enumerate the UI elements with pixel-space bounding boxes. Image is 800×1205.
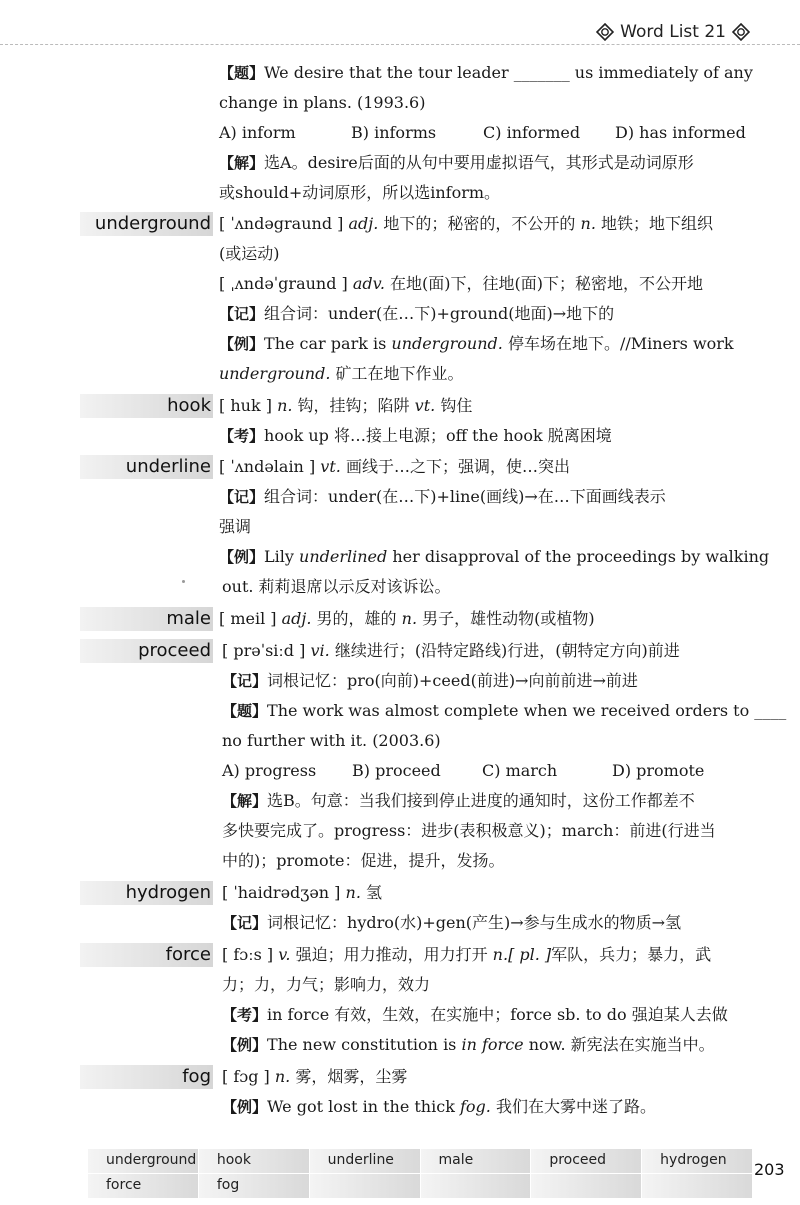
option-c: C) informed	[483, 123, 581, 142]
option-d: D) promote	[612, 761, 705, 780]
example-line: 【例】The car park is underground. 停车场在地下。//Miners work	[219, 334, 734, 353]
memory-line: 【记】组合词：under(在…下)+ground(地面)→地下的	[219, 304, 615, 323]
definition-line: [ ˈʌndəlain ] vt. 画线于…之下；强调，使…突出	[219, 457, 570, 476]
definition-line: [ fɔg ] n. 雾，烟雾，尘雾	[222, 1067, 408, 1086]
definition-line: [ prəˈsiːd ] vi. 继续进行；(沿特定路线)行进，(朝特定方向)前进	[222, 641, 680, 660]
running-header	[596, 20, 750, 44]
answer-line: 【解】选A。desire后面的从句中要用虚拟语气，其形式是动词原形	[219, 153, 694, 172]
answer-line: 中的)；promote：促进，提升，发扬。	[222, 851, 505, 870]
index-item: underground	[88, 1149, 198, 1173]
index-empty	[421, 1174, 531, 1198]
index-item: force	[88, 1174, 198, 1198]
index-empty	[642, 1174, 752, 1198]
headword-force: force	[80, 943, 213, 967]
options-row	[219, 123, 751, 143]
word-index	[88, 1149, 752, 1197]
option-c: C) march	[482, 761, 558, 780]
diamond-ring-icon	[732, 23, 750, 41]
header-title: Word List 21	[620, 22, 726, 42]
question-line: change in plans. (1993.6)	[219, 93, 426, 112]
memory-line: 【记】组合词：under(在…下)+line(画线)→在…下面画线表示	[219, 487, 666, 506]
question-line: 【题】The work was almost complete when we received orders to ____	[222, 701, 787, 720]
index-item: hydrogen	[642, 1149, 752, 1173]
index-item: hook	[199, 1149, 309, 1173]
index-item: underline	[310, 1149, 420, 1173]
example-line: out. 莉莉退席以示反对该诉讼。	[222, 577, 451, 596]
exam-line: 【考】in force 有效，生效，在实施中；force sb. to do 强迫某人去做	[222, 1005, 728, 1024]
headword-hydrogen: hydrogen	[80, 881, 213, 905]
headword-underline: underline	[80, 455, 213, 479]
option-a: A) progress	[222, 761, 317, 780]
index-item: proceed	[531, 1149, 641, 1173]
exam-line: 【考】hook up 将…接上电源；off the hook 脱离困境	[219, 426, 612, 445]
definition-line: (或运动)	[219, 244, 280, 263]
index-item: fog	[199, 1174, 309, 1198]
headword-underground: underground	[80, 212, 213, 236]
answer-line: 或should+动词原形，所以选inform。	[219, 183, 501, 202]
memory-line: 【记】词根记忆：hydro(水)+gen(产生)→参与生成水的物质→氢	[222, 913, 682, 932]
answer-line: 【解】选B。句意：当我们接到停止进度的通知时，这份工作都差不	[222, 791, 695, 810]
headword-proceed: proceed	[80, 639, 213, 663]
index-empty	[310, 1174, 420, 1198]
example-line: 【例】We got lost in the thick fog. 我们在大雾中迷了路。	[222, 1097, 656, 1116]
print-speck	[182, 580, 185, 583]
memory-line: 【记】词根记忆：pro(向前)+ceed(前进)→向前前进→前进	[222, 671, 638, 690]
definition-line: 力；力，力气；影响力，效力	[222, 975, 431, 994]
question-line: no further with it. (2003.6)	[222, 731, 441, 750]
definition-line: [ ˌʌndəˈgraund ] adv. 在地(面)下，往地(面)下；秘密地，不公开地	[219, 274, 703, 293]
definition-line: [ ˈhaidrədʒən ] n. 氢	[222, 883, 383, 902]
question-line: 【题】We desire that the tour leader _______ us immediately of any	[219, 63, 753, 82]
diamond-ring-icon	[596, 23, 614, 41]
example-line: 【例】Lily underlined her disapproval of the proceedings by walking	[219, 547, 770, 566]
definition-line: [ ˈʌndəgraund ] adj. 地下的；秘密的，不公开的 n. 地铁；地下组织	[219, 214, 714, 233]
answer-line: 多快要完成了。progress：进步(表积极意义)；march：前进(行进当	[222, 821, 716, 840]
headword-hook: hook	[80, 394, 213, 418]
memory-line: 强调	[219, 517, 252, 536]
example-line: underground. 矿工在地下作业。	[219, 364, 464, 383]
option-d: D) has informed	[615, 123, 746, 142]
header-rule	[0, 44, 800, 45]
headword-fog: fog	[80, 1065, 213, 1089]
option-a: A) inform	[219, 123, 296, 142]
definition-line: [ meil ] adj. 男的，雄的 n. 男子，雄性动物(或植物)	[219, 609, 595, 628]
page-number: 203	[754, 1160, 785, 1179]
definition-line: [ fɔːs ] v. 强迫；用力推动，用力打开 n.[ pl. ]军队，兵力；暴力，武	[222, 945, 712, 964]
index-item: male	[421, 1149, 531, 1173]
option-b: B) proceed	[352, 761, 441, 780]
option-b: B) informs	[351, 123, 437, 142]
options-row	[222, 761, 754, 781]
index-empty	[531, 1174, 641, 1198]
example-line: 【例】The new constitution is in force now. 新宪法在实施当中。	[222, 1035, 715, 1054]
definition-line: [ huk ] n. 钩，挂钩；陷阱 vt. 钩住	[219, 396, 473, 415]
headword-male: male	[80, 607, 213, 631]
